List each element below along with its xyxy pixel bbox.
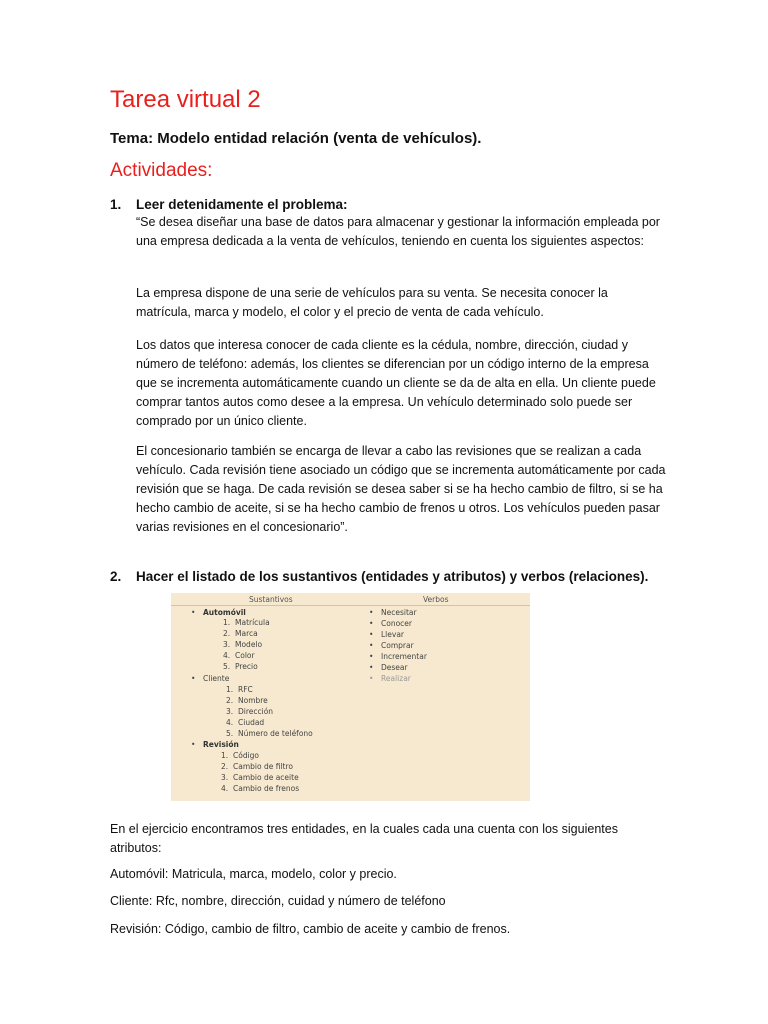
verb-name: Necesitar [381, 608, 417, 617]
verb-row: • Conocer [369, 619, 412, 628]
verb-name: Comprar [381, 641, 414, 650]
entities-intro: En el ejercicio encontramos tres entidades, en la cuales cada una cuenta con los siguientes atributos: [110, 822, 618, 855]
attribute-name: Modelo [235, 640, 263, 649]
document-title: Tarea virtual 2 [110, 86, 261, 113]
problem-paragraph-4: El concesionario también se encarga de llevar a cabo las revisiones que se realizan a cada vehículo. Cada revisión tiene asociado un código que se incrementa automáticamente por cada revisión que se haga. De cada revisión se desea saber si se ha hecho cambio de filtro, si se ha hecho cambio de aceite, si se ha hecho cambio de frenos u otros. Los vehículos pueden pasar varias revisiones en el concesionario”. [136, 444, 666, 534]
entity-row: • Automóvil [191, 608, 246, 617]
attribute-row: 5. Precio [223, 662, 258, 671]
verb-name: Incrementar [381, 652, 427, 661]
entity-name: Revisión [203, 740, 239, 749]
attribute-row: 3. Dirección [226, 707, 274, 716]
problem-paragraph-2: La empresa dispone de una serie de vehículos para su venta. Se necesita conocer la matrícula, marca y modelo, el color y el precio de venta de cada vehículo. [136, 286, 608, 319]
attribute-name: Dirección [238, 707, 274, 716]
item-1-heading: Leer detenidamente el problema: [136, 197, 348, 212]
activities-heading: Actividades: [110, 160, 213, 181]
entity-name: Cliente [203, 674, 230, 683]
verb-name: Desear [381, 663, 408, 672]
attribute-row: 1. Código [221, 751, 260, 760]
subject-line: Tema: Modelo entidad relación (venta de vehículos). [110, 130, 482, 147]
nouns-verbs-table-image [171, 593, 530, 801]
attribute-name: Número de teléfono [238, 729, 313, 738]
attribute-row: 4. Cambio de frenos [221, 784, 300, 793]
problem-paragraph-1: “Se desea diseñar una base de datos para almacenar y gestionar la información empleada por una empresa dedicada a la venta de vehículos, teniendo en cuenta los siguientes aspectos: [136, 215, 660, 248]
attribute-row: 1. Matrícula [223, 618, 270, 627]
verb-name: Conocer [381, 619, 412, 628]
verbs-column-header: Verbos [423, 595, 449, 604]
entity-row: • Cliente [191, 674, 230, 683]
entity-row: • Revisión [191, 740, 239, 749]
verb-row: • Desear [369, 663, 408, 672]
nouns-column-header: Sustantivos [249, 595, 293, 604]
automovil-attributes: Automóvil: Matricula, marca, modelo, color y precio. [110, 867, 397, 881]
revision-attributes: Revisión: Código, cambio de filtro, cambio de aceite y cambio de frenos. [110, 922, 511, 936]
attribute-row: 3. Cambio de aceite [221, 773, 299, 782]
problem-paragraph-3: Los datos que interesa conocer de cada cliente es la cédula, nombre, dirección, ciudad y número de teléfono: además, los clientes se diferencian por un código interno de la empresa que se incrementa automáticamente cuando un cliente se da de alta en ella. Un cliente puede comprar tantos autos como desee a la empresa. Un vehículo determinado solo puede ser comprado por un único cliente. [136, 338, 656, 428]
attribute-name: Código [233, 751, 260, 760]
attribute-name: Nombre [238, 696, 268, 705]
cliente-attributes: Cliente: Rfc, nombre, dirección, cuidad y número de teléfono [110, 894, 446, 908]
verb-name: Realizar [381, 674, 411, 683]
attribute-row: 5. Número de teléfono [226, 729, 313, 738]
table-header [171, 593, 530, 606]
attribute-name: Cambio de aceite [233, 773, 299, 782]
verb-row: • Llevar [369, 630, 404, 639]
item-2-number: 2. [110, 569, 122, 584]
item-1-number: 1. [110, 197, 122, 212]
attribute-row: 2. Nombre [226, 696, 268, 705]
verb-row: • Incrementar [369, 652, 427, 661]
attribute-name: Color [235, 651, 255, 660]
attribute-name: Precio [235, 662, 258, 671]
attribute-name: Cambio de frenos [233, 784, 300, 793]
item-2-heading: Hacer el listado de los sustantivos (entidades y atributos) y verbos (relaciones). [136, 569, 649, 584]
verb-name: Llevar [381, 630, 404, 639]
attribute-name: Ciudad [238, 718, 265, 727]
attribute-row: 4. Color [223, 651, 255, 660]
entity-name: Automóvil [203, 608, 246, 617]
attribute-row: 1. RFC [226, 685, 253, 694]
attribute-name: Cambio de filtro [233, 762, 293, 771]
attribute-row: 2. Cambio de filtro [221, 762, 293, 771]
attribute-row: 4. Ciudad [226, 718, 265, 727]
verb-row: • Necesitar [369, 608, 417, 617]
attribute-name: Marca [235, 629, 258, 638]
attribute-row: 3. Modelo [223, 640, 263, 649]
verb-row: • Comprar [369, 641, 414, 650]
attribute-name: Matrícula [235, 618, 270, 627]
attribute-row: 2. Marca [223, 629, 258, 638]
verb-row: • Realizar [369, 674, 411, 683]
attribute-name: RFC [238, 685, 253, 694]
